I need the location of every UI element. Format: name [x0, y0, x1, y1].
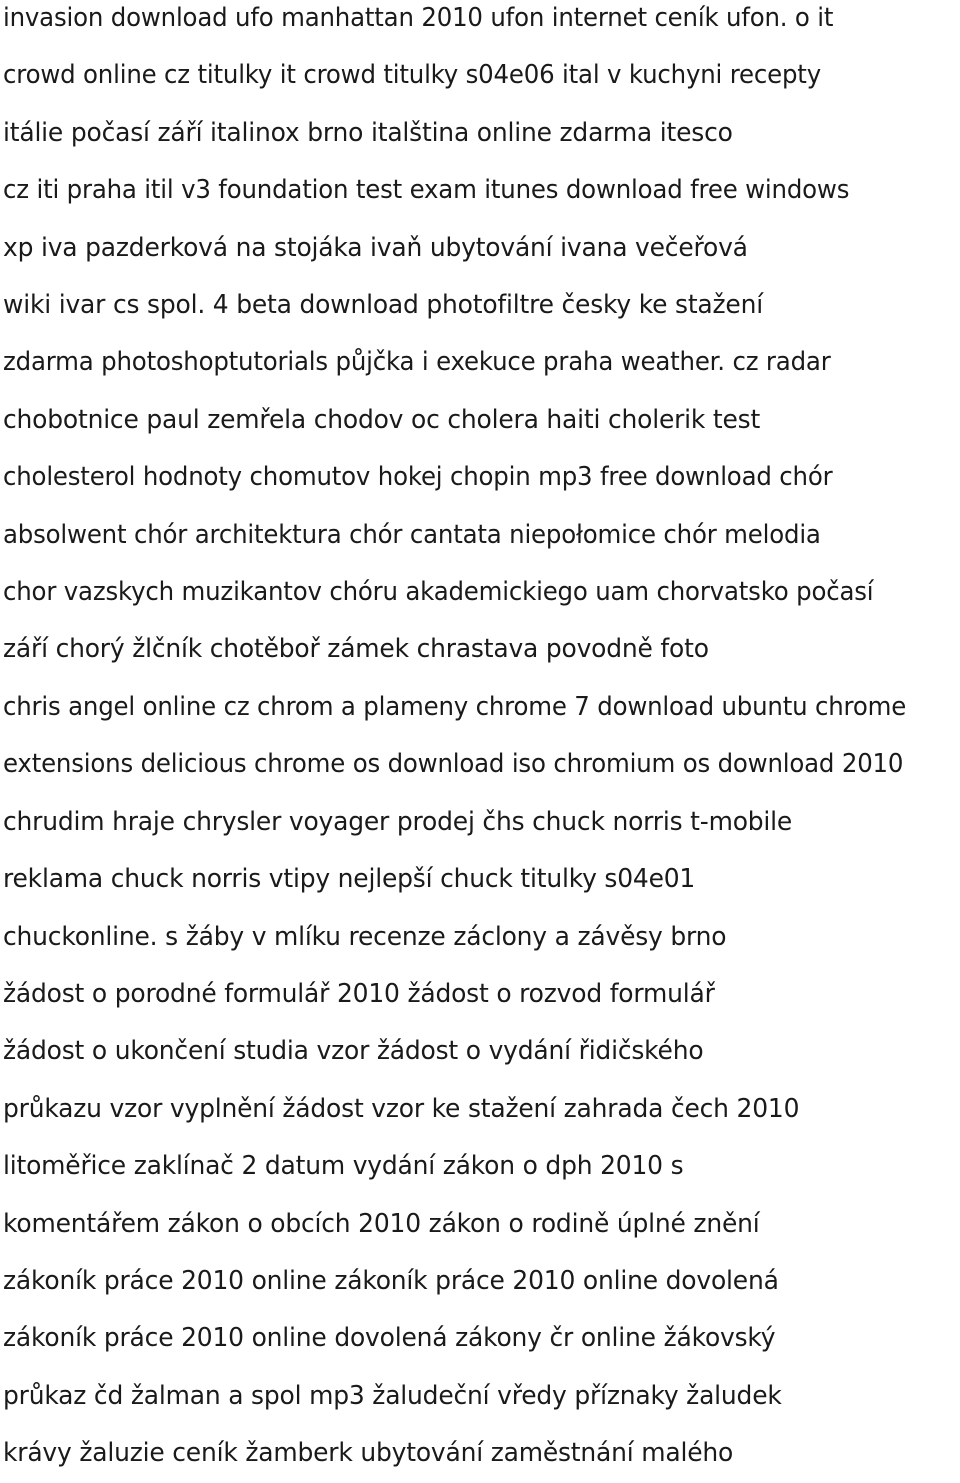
text-line: komentářem zákon o obcích 2010 zákon o rodině úplné znění	[3, 1208, 760, 1239]
text-line: krávy žaluzie ceník žamberk ubytování zaměstnání malého	[3, 1438, 734, 1469]
text-line: zákoník práce 2010 online zákoník práce 2010 online dovolená	[3, 1265, 779, 1296]
text-line: extensions delicious chrome os download iso chromium os download 2010	[3, 749, 904, 780]
text-line: wiki ivar cs spol. 4 beta download photofiltre česky ke stažení	[3, 290, 763, 321]
text-line: chor vazskych muzikantov chóru akademickiego uam chorvatsko počasí	[3, 577, 874, 608]
text-line: chris angel online cz chrom a plameny chrome 7 download ubuntu chrome	[3, 691, 907, 722]
text-line: žádost o ukončení studia vzor žádost o vydání řidičského	[3, 1036, 704, 1067]
text-line: průkaz čd žalman a spol mp3 žaludeční vředy příznaky žaludek	[3, 1380, 782, 1411]
text-line: reklama chuck norris vtipy nejlepší chuck titulky s04e01	[3, 864, 696, 895]
text-line: invasion download ufo manhattan 2010 ufon internet ceník ufon. o it	[3, 3, 834, 33]
text-line: průkazu vzor vyplnění žádost vzor ke stažení zahrada čech 2010	[3, 1093, 800, 1124]
text-line: absolwent chór architektura chór cantata niepołomice chór melodia	[3, 519, 821, 550]
text-line: chobotnice paul zemřela chodov oc cholera haiti cholerik test	[3, 404, 761, 435]
text-line: cz iti praha itil v3 foundation test exam itunes download free windows	[3, 175, 850, 206]
text-line: itálie počasí září italinox brno italština online zdarma itesco	[3, 117, 733, 148]
text-line: cholesterol hodnoty chomutov hokej chopin mp3 free download chór	[3, 462, 833, 493]
text-line: žádost o porodné formulář 2010 žádost o rozvod formulář	[3, 978, 715, 1009]
text-line: chuckonline. s žáby v mlíku recenze záclony a závěsy brno	[3, 921, 727, 952]
text-line: xp iva pazderková na stojáka ivaň ubytování ivana večeřová	[3, 232, 748, 263]
text-line: zdarma photoshoptutorials půjčka i exekuce praha weather. cz radar	[3, 347, 831, 378]
text-line: litoměřice zaklínač 2 datum vydání zákon o dph 2010 s	[3, 1151, 684, 1182]
text-line: crowd online cz titulky it crowd titulky s04e06 ital v kuchyni recepty	[3, 60, 821, 91]
text-line: září chorý žlčník chotěboř zámek chrastava povodně foto	[3, 634, 709, 665]
text-line: chrudim hraje chrysler voyager prodej čhs chuck norris t-mobile	[3, 806, 793, 837]
text-line: zákoník práce 2010 online dovolená zákony čr online žákovský	[3, 1323, 776, 1354]
